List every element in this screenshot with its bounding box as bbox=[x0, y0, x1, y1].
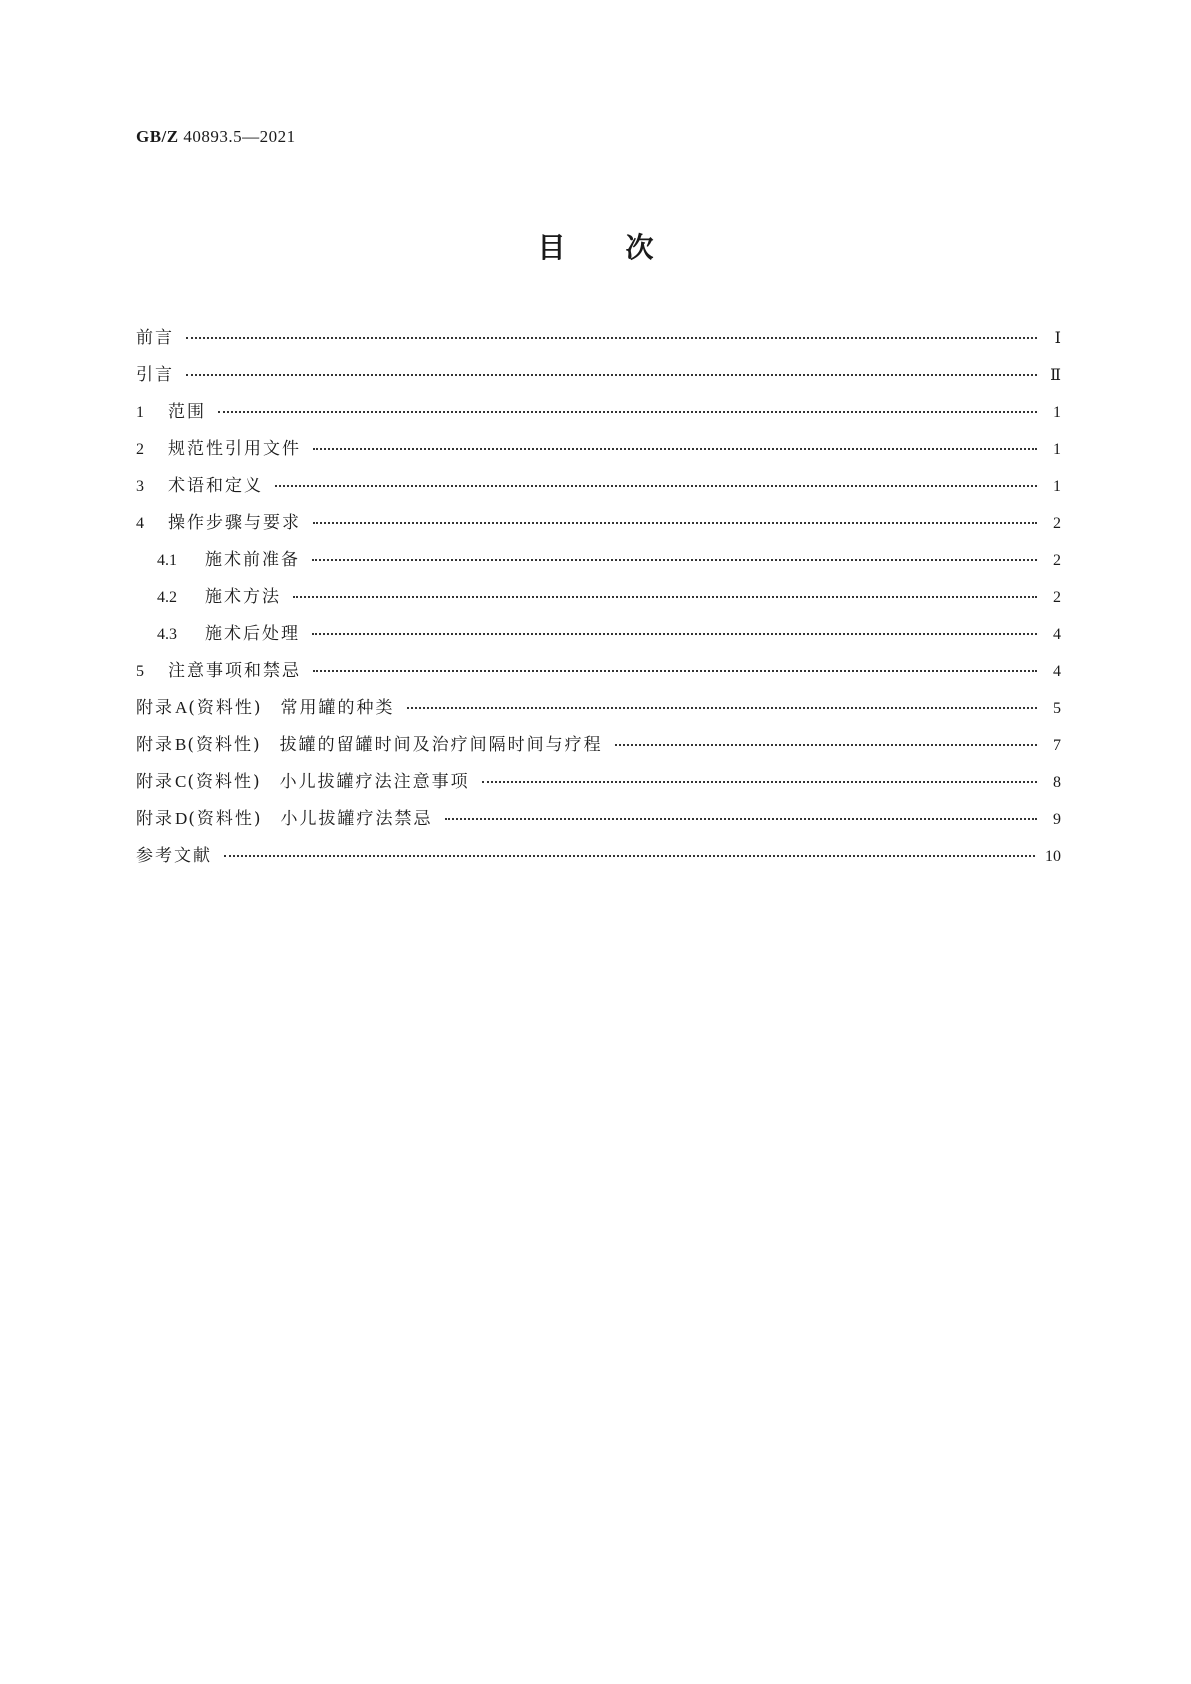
appendix-prefix: 附录 bbox=[136, 735, 174, 755]
dot-leader bbox=[224, 855, 1035, 857]
toc-entry-normative-references[interactable] bbox=[136, 434, 1061, 471]
dot-leader bbox=[293, 596, 1037, 598]
toc-entry-label: 常用罐的种类 bbox=[280, 698, 395, 718]
appendix-type: (资料性) bbox=[188, 809, 263, 829]
toc-entry-label: 小儿拔罐疗法注意事项 bbox=[279, 772, 470, 792]
doc-number: 40893.5—2021 bbox=[183, 127, 296, 146]
dot-leader bbox=[407, 707, 1037, 709]
appendix-type: (资料性) bbox=[187, 772, 262, 792]
toc-entry-introduction[interactable] bbox=[136, 360, 1061, 397]
toc-entry-page: 10 bbox=[1045, 848, 1061, 865]
dot-leader bbox=[186, 374, 1037, 376]
toc-entry-page: 4 bbox=[1053, 663, 1061, 680]
toc-entry-page: 2 bbox=[1053, 552, 1061, 569]
toc-entry-page: 1 bbox=[1053, 478, 1061, 495]
toc-entry-terms-definitions[interactable] bbox=[136, 471, 1061, 508]
toc-entry-foreword[interactable] bbox=[136, 323, 1061, 360]
toc-entry-number: 4 bbox=[136, 515, 144, 532]
toc-entry-methods[interactable] bbox=[136, 582, 1061, 619]
dot-leader bbox=[445, 818, 1037, 820]
doc-prefix: GB/Z bbox=[136, 127, 179, 146]
appendix-type: (资料性) bbox=[187, 735, 262, 755]
toc-entry-aftercare[interactable] bbox=[136, 619, 1061, 656]
toc-entry-page: 7 bbox=[1053, 737, 1061, 754]
toc-entry-label: 施术方法 bbox=[205, 587, 281, 607]
toc-entry-label: 拔罐的留罐时间及治疗间隔时间与疗程 bbox=[279, 735, 603, 755]
table-of-contents bbox=[136, 323, 1061, 878]
toc-entry-number: 4.2 bbox=[157, 589, 177, 606]
toc-entry-page: 9 bbox=[1053, 811, 1061, 828]
toc-entry-number: 4.1 bbox=[157, 552, 177, 569]
dot-leader bbox=[186, 337, 1037, 339]
toc-entry-precautions[interactable] bbox=[136, 656, 1061, 693]
dot-leader bbox=[313, 448, 1037, 450]
toc-entry-label: 规范性引用文件 bbox=[168, 439, 301, 459]
appendix-type: (资料性) bbox=[188, 698, 263, 718]
toc-entry-label: 引言 bbox=[136, 365, 174, 385]
toc-entry-appendix-c[interactable] bbox=[136, 767, 1061, 804]
toc-entry-label: 施术前准备 bbox=[205, 550, 300, 570]
toc-entry-label: 注意事项和禁忌 bbox=[168, 661, 301, 681]
appendix-prefix: 附录 bbox=[136, 772, 174, 792]
toc-entry-page: 4 bbox=[1053, 626, 1061, 643]
toc-entry-page: 1 bbox=[1053, 441, 1061, 458]
dot-leader bbox=[482, 781, 1037, 783]
toc-entry-page: 1 bbox=[1053, 404, 1061, 421]
toc-entry-label: 前言 bbox=[136, 328, 174, 348]
appendix-letter: D bbox=[175, 809, 188, 828]
toc-entry-page: 8 bbox=[1053, 774, 1061, 791]
toc-entry-number: 5 bbox=[136, 663, 144, 680]
dot-leader bbox=[218, 411, 1037, 413]
toc-entry-page: Ⅱ bbox=[1050, 367, 1061, 384]
toc-entry-page: 5 bbox=[1053, 700, 1061, 717]
toc-entry-preparation[interactable] bbox=[136, 545, 1061, 582]
appendix-letter: A bbox=[175, 698, 188, 717]
toc-entry-number: 4.3 bbox=[157, 626, 177, 643]
toc-entry-page: 2 bbox=[1053, 515, 1061, 532]
toc-entry-appendix-d[interactable] bbox=[136, 804, 1061, 841]
appendix-prefix: 附录 bbox=[136, 809, 174, 829]
appendix-prefix: 附录 bbox=[136, 698, 174, 718]
dot-leader bbox=[312, 633, 1037, 635]
dot-leader bbox=[615, 744, 1037, 746]
toc-entry-page: 2 bbox=[1053, 589, 1061, 606]
dot-leader bbox=[275, 485, 1037, 487]
toc-entry-label: 小儿拔罐疗法禁忌 bbox=[280, 809, 433, 829]
toc-entry-page: Ⅰ bbox=[1054, 330, 1061, 347]
dot-leader bbox=[313, 522, 1037, 524]
toc-entry-label: 范围 bbox=[168, 402, 206, 422]
toc-entry-bibliography[interactable] bbox=[136, 841, 1061, 878]
dot-leader bbox=[313, 670, 1037, 672]
appendix-letter: B bbox=[175, 735, 187, 754]
toc-entry-number: 2 bbox=[136, 441, 144, 458]
toc-entry-scope[interactable] bbox=[136, 397, 1061, 434]
toc-entry-label: 术语和定义 bbox=[168, 476, 263, 496]
toc-entry-procedures[interactable] bbox=[136, 508, 1061, 545]
toc-entry-appendix-b[interactable] bbox=[136, 730, 1061, 767]
toc-entry-number: 1 bbox=[136, 404, 144, 421]
dot-leader bbox=[312, 559, 1037, 561]
toc-entry-label: 施术后处理 bbox=[205, 624, 300, 644]
toc-entry-label: 操作步骤与要求 bbox=[168, 513, 301, 533]
appendix-letter: C bbox=[175, 772, 187, 791]
toc-title: 目次 bbox=[537, 231, 714, 264]
toc-entry-appendix-a[interactable] bbox=[136, 693, 1061, 730]
toc-entry-number: 3 bbox=[136, 478, 144, 495]
toc-entry-label: 参考文献 bbox=[136, 846, 212, 866]
document-code bbox=[136, 127, 296, 147]
